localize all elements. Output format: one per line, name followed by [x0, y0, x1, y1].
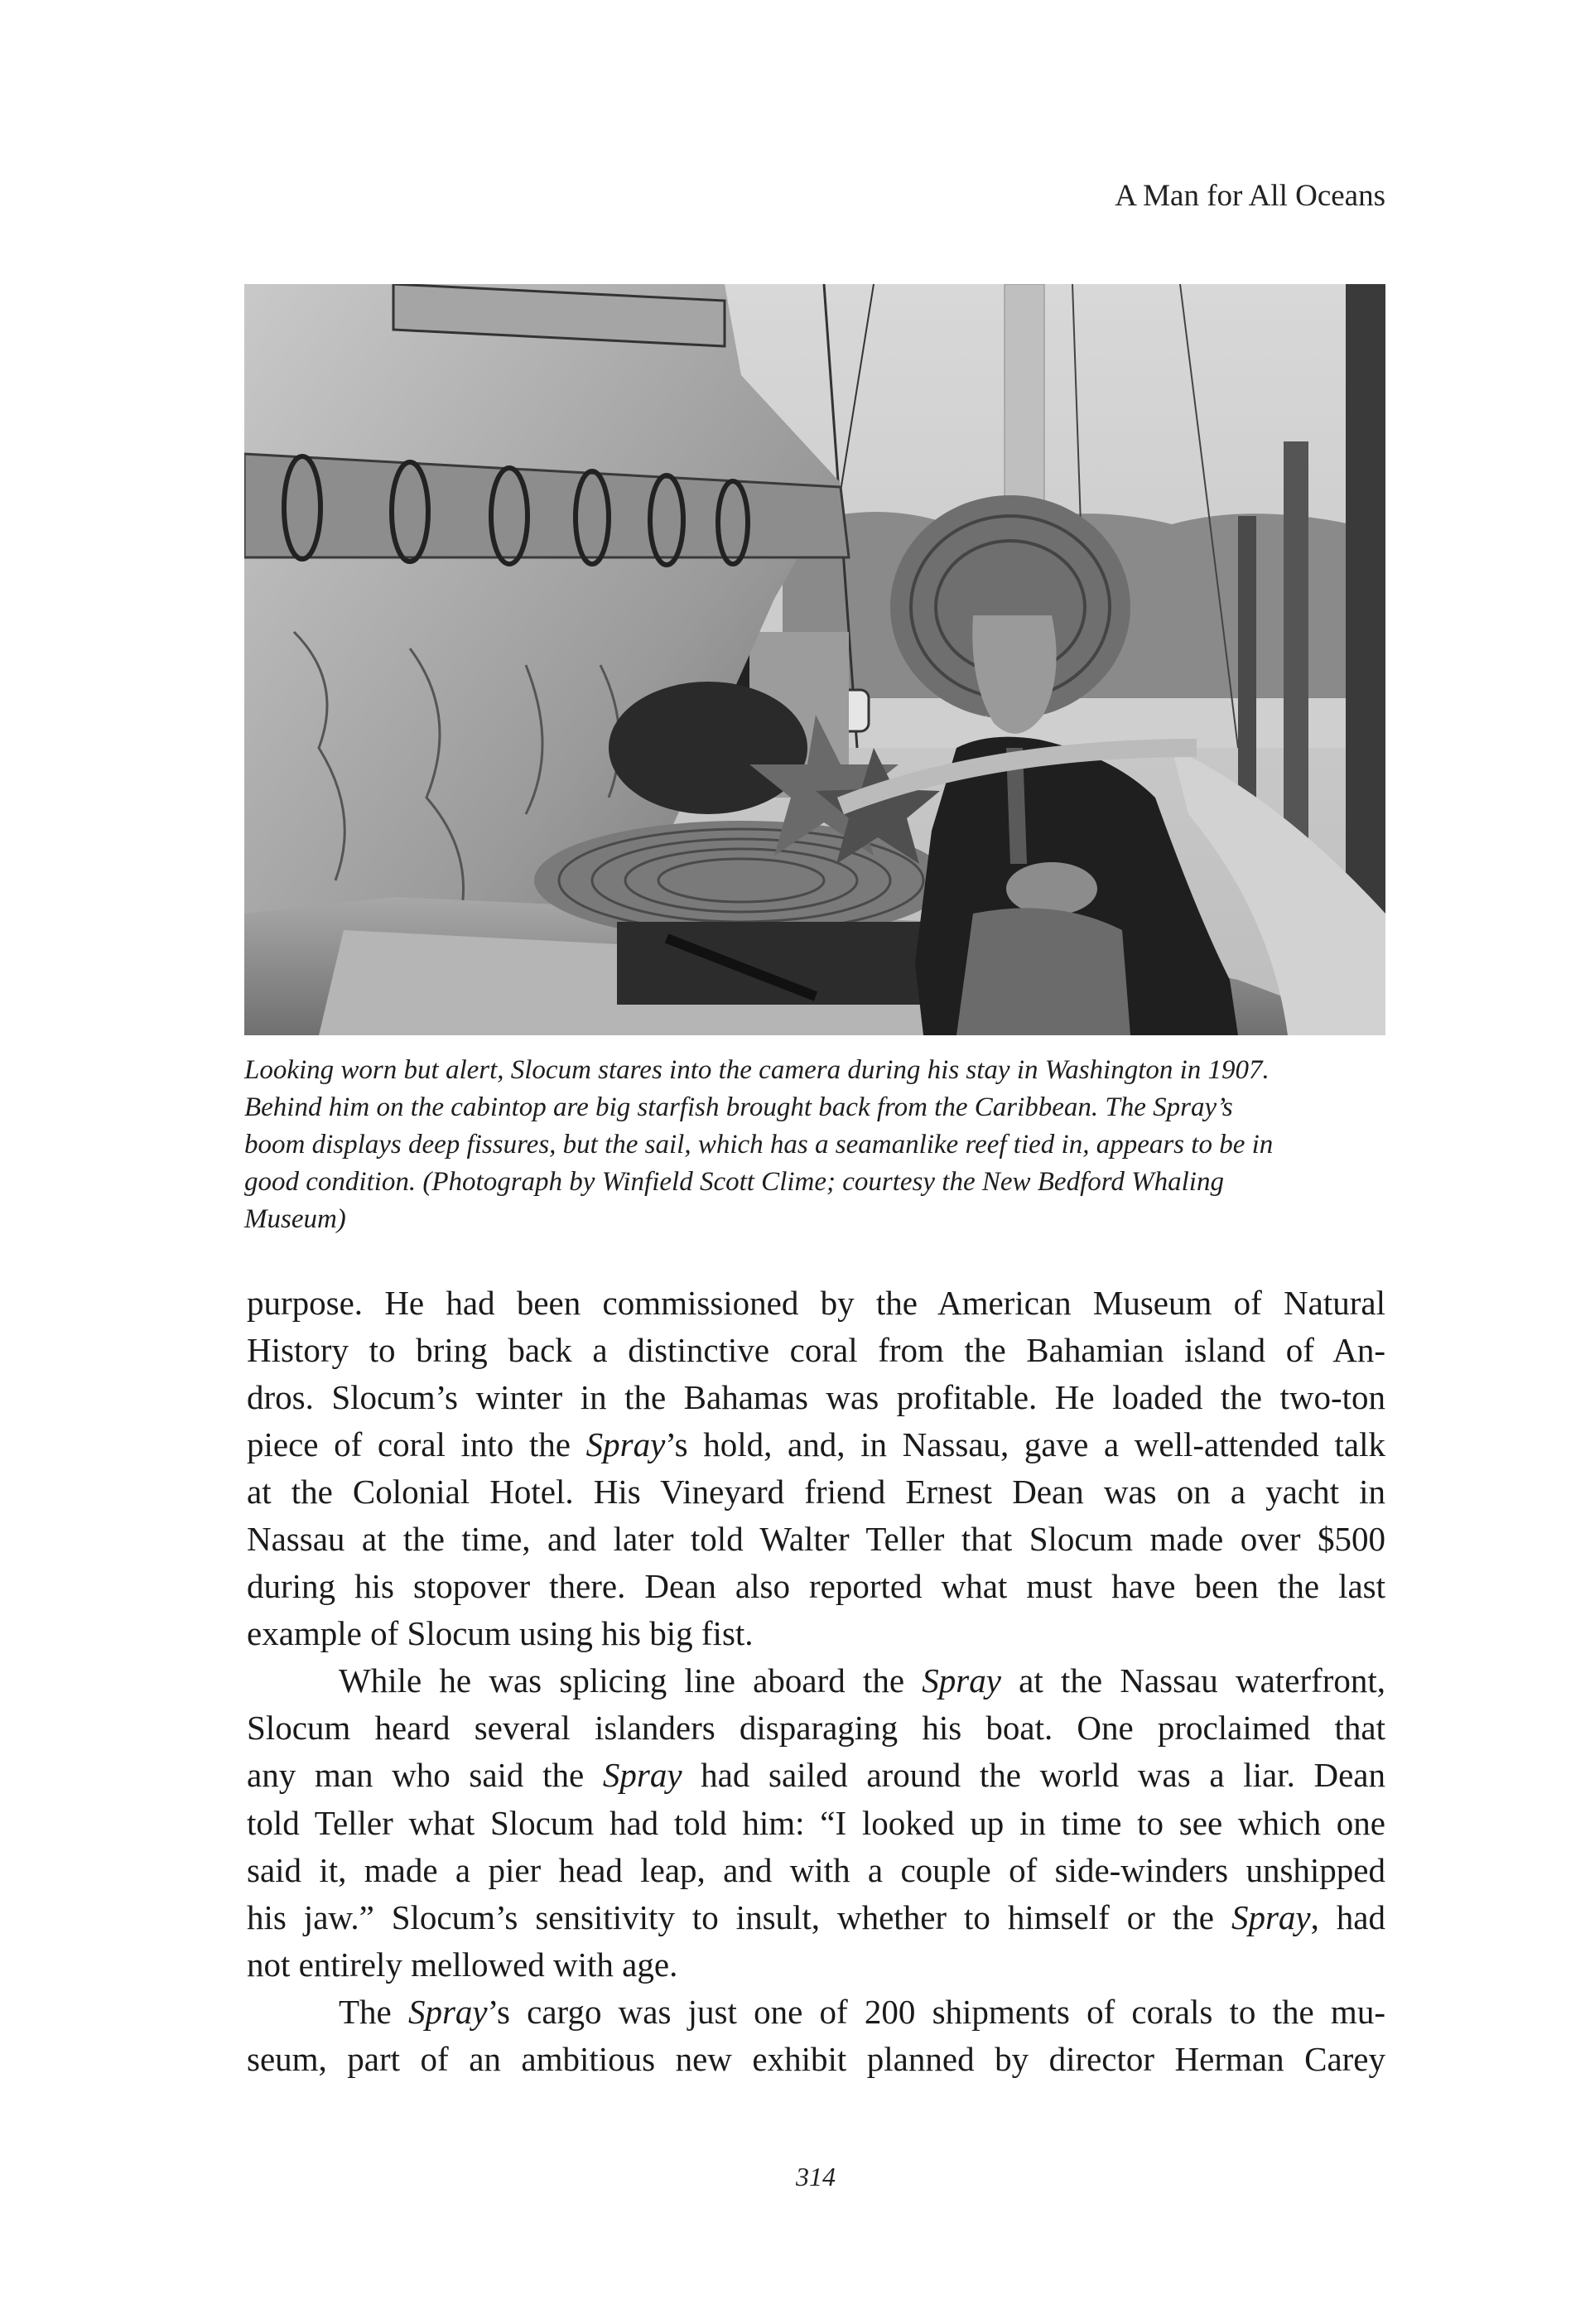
- wooden-box: [617, 922, 932, 1005]
- piling: [1346, 284, 1385, 914]
- photo-caption: [244, 1052, 1385, 1238]
- hands: [1006, 862, 1097, 915]
- text-line: not entirely mellowed with age.: [247, 1945, 678, 1984]
- mast: [1005, 284, 1044, 508]
- caption-line: boom displays deep fissures, but the sail, which has a seamanlike reef tied in, appears to be in: [244, 1130, 1274, 1160]
- text-line: said it, made a pier head leap, and with a couple of side-winders unshipped: [247, 1850, 1385, 1889]
- body-text: [247, 1280, 1385, 2083]
- caption-line: Looking worn but alert, Slocum stares into the camera during his stay in Washington in 1907.: [244, 1055, 1270, 1085]
- running-head: A Man for All Oceans: [1115, 179, 1385, 213]
- ship-name: Spray: [407, 1992, 488, 2031]
- text-line: during his stopover there. Dean also reported what must have been the last: [247, 1567, 1385, 1606]
- text-line: told Teller what Slocum had told him: “I looked up in time to see which one: [247, 1803, 1385, 1842]
- text-line: dros. Slocum’s winter in the Bahamas was profitable. He loaded the two-ton: [247, 1378, 1385, 1417]
- page-number: 314: [796, 2162, 836, 2191]
- caption-line: good condition. (Photograph by Winfield Scott Clime; courtesy the New Bedford Whaling: [244, 1167, 1224, 1197]
- text-line: Nassau at the time, and later told Walter Teller that Slocum made over $500: [247, 1520, 1385, 1559]
- ship-name: Spray: [585, 1425, 666, 1464]
- trousers: [956, 908, 1130, 1035]
- text-line: seum, part of an ambitious new exhibit planned by director Herman Carey: [247, 2039, 1385, 2078]
- text-line: at the Colonial Hotel. His Vineyard friend Ernest Dean was on a yacht in: [247, 1473, 1385, 1512]
- photograph: [244, 284, 1385, 1035]
- rope-pile: [609, 682, 807, 814]
- caption-line: Museum): [244, 1204, 346, 1234]
- text-line: While he was splicing line aboard the Spray at the Nassau waterfront,: [339, 1661, 1385, 1700]
- text-line: any man who said the Spray had sailed around the world was a liar. Dean: [247, 1756, 1386, 1795]
- photo-illustration: [244, 284, 1385, 1035]
- text-line: piece of coral into the Spray’s hold, and, in Nassau, gave a well-attended talk: [247, 1425, 1385, 1464]
- text-line: example of Slocum using his big fist.: [247, 1614, 754, 1653]
- text-line: The Spray’s cargo was just one of 200 shipments of corals to the mu-: [339, 1992, 1385, 2031]
- ship-name: Spray: [1231, 1897, 1311, 1936]
- text-line: History to bring back a distinctive coral from the Bahamian island of An-: [247, 1331, 1385, 1370]
- ship-name: Spray: [922, 1661, 1001, 1700]
- text-line: Slocum heard several islanders disparaging his boat. One proclaimed that: [247, 1709, 1385, 1748]
- ship-name: Spray: [602, 1756, 682, 1795]
- piling: [1284, 441, 1308, 872]
- text-line: purpose. He had been commissioned by the American Museum of Natural: [247, 1284, 1385, 1322]
- caption-line: Behind him on the cabintop are big starfish brought back from the Caribbean. The Spray’s: [244, 1092, 1233, 1122]
- text-line: his jaw.” Slocum’s sensitivity to insult, whether to himself or the Spray, had: [247, 1897, 1385, 1936]
